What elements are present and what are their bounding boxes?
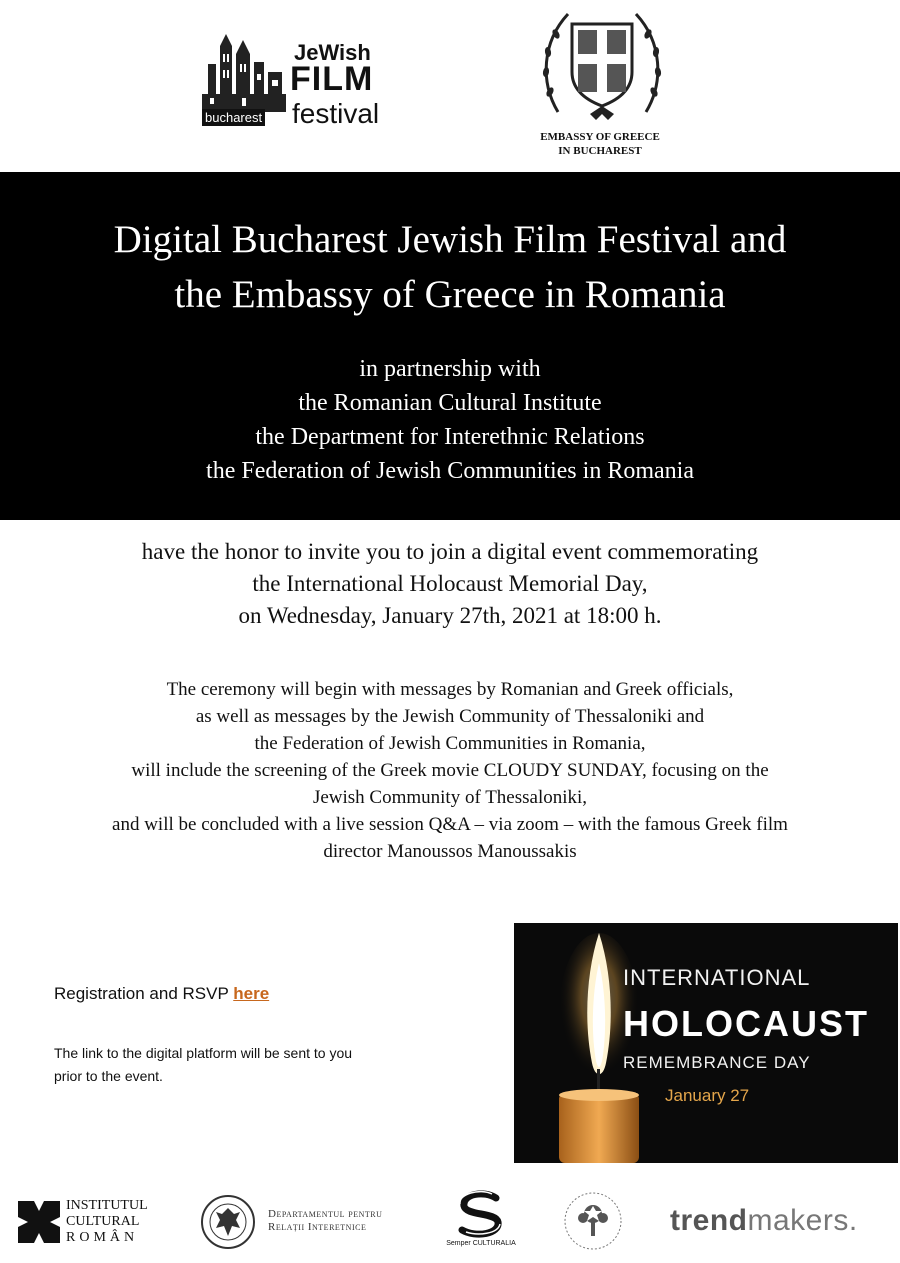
trendmakers-bold: trend bbox=[670, 1204, 748, 1237]
ceremony-line: the Federation of Jewish Communities in Romania, bbox=[254, 733, 646, 754]
partners-line: the Department for Interethnic Relations bbox=[255, 424, 645, 450]
jewish-federation-seal-icon bbox=[558, 1190, 628, 1252]
platform-note bbox=[54, 1042, 474, 1088]
holocaust-remembrance-banner bbox=[514, 923, 898, 1163]
jff-jewish-text: JeWish bbox=[294, 40, 371, 65]
icr-line: ROMÂN bbox=[66, 1230, 139, 1245]
banner-holocaust: HOLOCAUST bbox=[623, 1003, 869, 1044]
header-logos bbox=[0, 0, 900, 172]
sponsor-logos bbox=[0, 1180, 900, 1263]
invitation-line: have the honor to invite you to join a digital event commemorating bbox=[141, 539, 759, 564]
registration-line bbox=[54, 984, 269, 1004]
ceremony-line: Jewish Community of Thessaloniki, bbox=[312, 787, 588, 808]
partners-line: in partnership with bbox=[359, 356, 541, 382]
title-band bbox=[0, 172, 900, 520]
trendmakers-light: makers. bbox=[747, 1204, 858, 1237]
ceremony-description bbox=[0, 676, 900, 865]
banner-international: INTERNATIONAL bbox=[623, 965, 811, 990]
event-title-line: the Embassy of Greece in Romania bbox=[174, 273, 726, 316]
ceremony-line: will include the screening of the Greek movie CLOUDY SUNDAY, focusing on the bbox=[131, 760, 769, 781]
invitation-text bbox=[0, 536, 900, 632]
icr-line: INSTITUTUL bbox=[66, 1198, 148, 1213]
jff-bucharest-text: bucharest bbox=[202, 109, 265, 126]
embassy-caption-line: EMBASSY OF GREECE bbox=[540, 131, 660, 143]
semper-caption: Semper CULTURALIA bbox=[446, 1240, 516, 1247]
romanian-cultural-institute-logo bbox=[18, 1194, 168, 1254]
interethnic-relations-department-logo bbox=[268, 1208, 382, 1234]
invitation-line: the International Holocaust Memorial Day, bbox=[252, 571, 648, 596]
partners-block bbox=[0, 352, 900, 488]
partners-line: the Romanian Cultural Institute bbox=[298, 390, 602, 416]
icr-text bbox=[66, 1198, 148, 1246]
jff-festival-text: festival bbox=[292, 98, 380, 129]
ceremony-line: and will be concluded with a live session Q&A – via zoom – with the famous Greek film bbox=[112, 814, 788, 835]
rsvp-link[interactable]: here bbox=[233, 984, 270, 1003]
partners-line: the Federation of Jewish Communities in Romania bbox=[206, 458, 694, 484]
dri-line: Departamentul pentru bbox=[268, 1208, 383, 1220]
semper-culturalia-logo bbox=[444, 1190, 518, 1252]
jewish-film-festival-logo bbox=[198, 30, 398, 130]
event-title-line: Digital Bucharest Jewish Film Festival and bbox=[113, 218, 787, 261]
semper-s-icon bbox=[444, 1190, 518, 1240]
platform-note-line: The link to the digital platform will be sent to you bbox=[54, 1045, 353, 1061]
ceremony-line: as well as messages by the Jewish Community of Thessaloniki and bbox=[195, 706, 705, 727]
trendmakers-logo bbox=[670, 1204, 858, 1238]
invitation-line: on Wednesday, January 27th, 2021 at 18:00 h. bbox=[238, 603, 662, 628]
ceremony-line: The ceremony will begin with messages by Romanian and Greek officials, bbox=[166, 679, 734, 700]
banner-remembrance-day: REMEMBRANCE DAY bbox=[623, 1053, 811, 1072]
icr-line: CULTURAL bbox=[66, 1214, 140, 1229]
embassy-caption-line: IN BUCHAREST bbox=[558, 145, 642, 157]
icr-cross-icon bbox=[18, 1201, 60, 1243]
registration-label: Registration and RSVP bbox=[54, 984, 234, 1003]
dri-line: Relații Interetnice bbox=[268, 1221, 367, 1233]
romanian-government-seal-icon bbox=[200, 1194, 256, 1250]
jff-film-text: FILM bbox=[290, 60, 374, 98]
ceremony-line: director Manoussos Manoussakis bbox=[323, 841, 577, 862]
embassy-caption bbox=[500, 130, 700, 158]
greek-coat-of-arms-icon bbox=[538, 2, 666, 126]
banner-date: January 27 bbox=[665, 1086, 750, 1105]
platform-note-line: prior to the event. bbox=[54, 1068, 163, 1084]
event-title bbox=[0, 212, 900, 322]
